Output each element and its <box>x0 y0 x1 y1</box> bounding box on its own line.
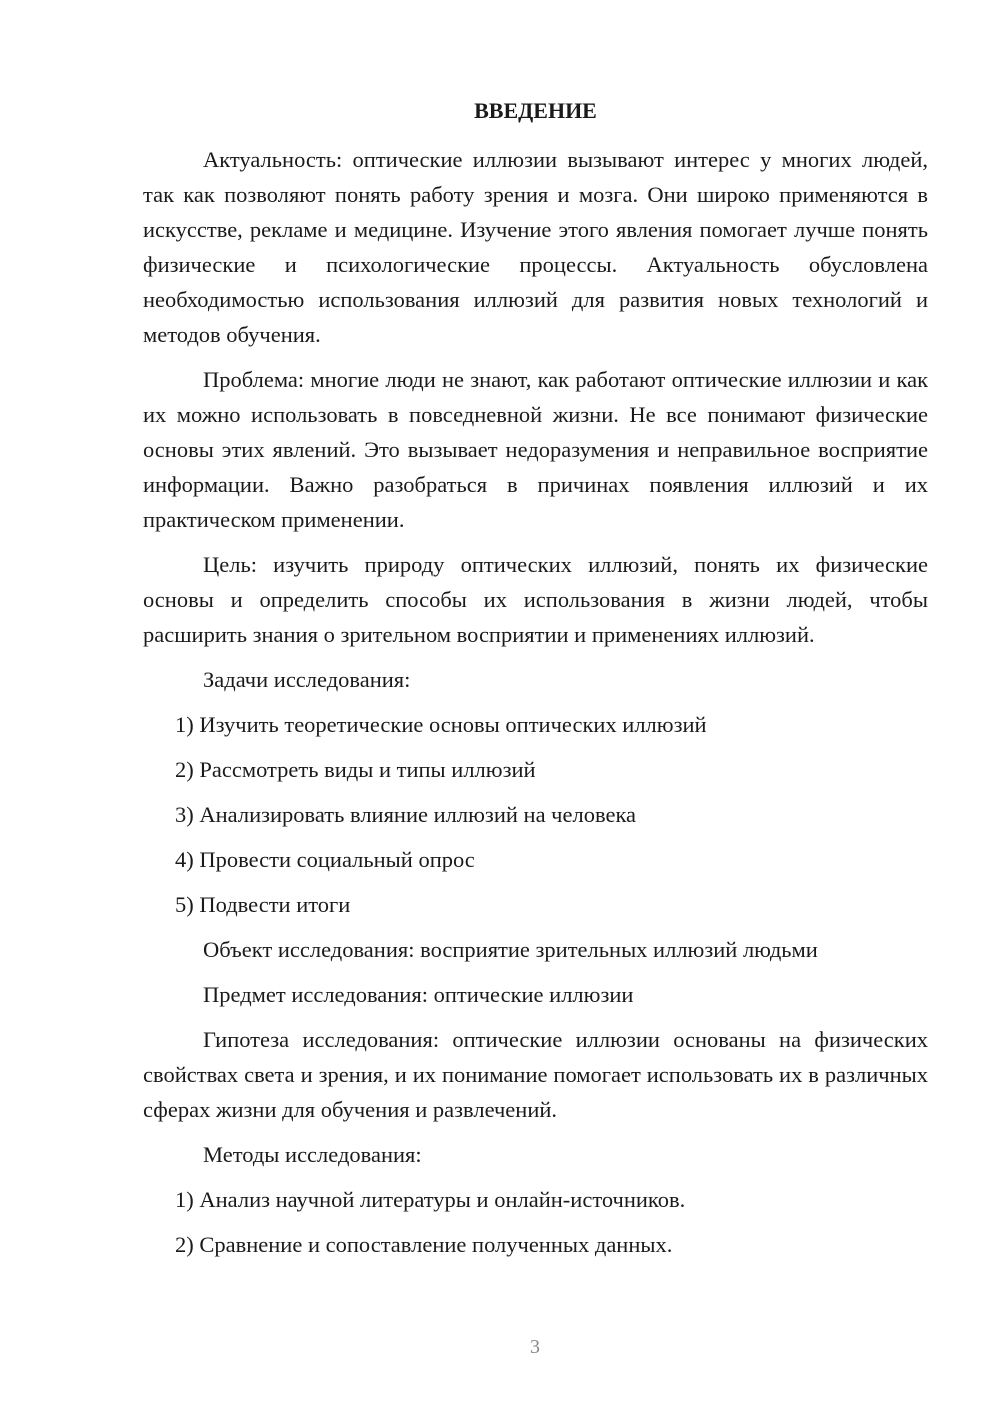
task-item: 5) Подвести итоги <box>175 892 351 917</box>
subject-line: Предмет исследования: оптические иллюзии <box>203 982 634 1007</box>
page-number: 3 <box>530 1336 540 1358</box>
task-item: 2) Рассмотреть виды и типы иллюзий <box>175 757 536 782</box>
task-item: 3) Анализировать влияние иллюзий на человека <box>175 802 637 827</box>
methods-heading: Методы исследования: <box>203 1142 422 1167</box>
document-body <box>143 142 928 1272</box>
section-title: ВВЕДЕНИЕ <box>474 98 597 123</box>
object-line: Объект исследования: восприятие зрительных иллюзий людьми <box>203 937 818 962</box>
method-item: 2) Сравнение и сопоставление полученных данных. <box>175 1232 673 1257</box>
hypothesis-paragraph: Гипотеза исследования: оптические иллюзии основаны на физических свойствах света и зрения, и их понимание помогает использовать их в различных сферах жизни для обучения и развлечений. <box>143 1027 928 1122</box>
task-item: 4) Провести социальный опрос <box>175 847 475 872</box>
method-item: 1) Анализ научной литературы и онлайн-источников. <box>175 1187 686 1212</box>
problem-paragraph: Проблема: многие люди не знают, как работают оптические иллюзии и как их можно использовать в повседневной жизни. Не все понимают физические основы этих явлений. Это вызывает недоразумения и неправильное восприятие информации. Важно разобраться в причинах появления иллюзий и их практическом применении. <box>143 367 928 532</box>
tasks-heading: Задачи исследования: <box>203 667 411 692</box>
task-item: 1) Изучить теоретические основы оптических иллюзий <box>175 712 707 737</box>
goal-paragraph: Цель: изучить природу оптических иллюзий, понять их физические основы и определить способы их использования в жизни людей, чтобы расширить знания о зрительном восприятии и применениях иллюзий. <box>143 552 928 647</box>
relevance-paragraph: Актуальность: оптические иллюзии вызывают интерес у многих людей, так как позволяют понять работу зрения и мозга. Они широко применяются в искусстве, рекламе и медицине. Изучение этого явления помогает лучше понять физические и психологические процессы. Актуальность обусловлена необходимостью использования иллюзий для развития новых технологий и методов обучения. <box>143 147 928 347</box>
